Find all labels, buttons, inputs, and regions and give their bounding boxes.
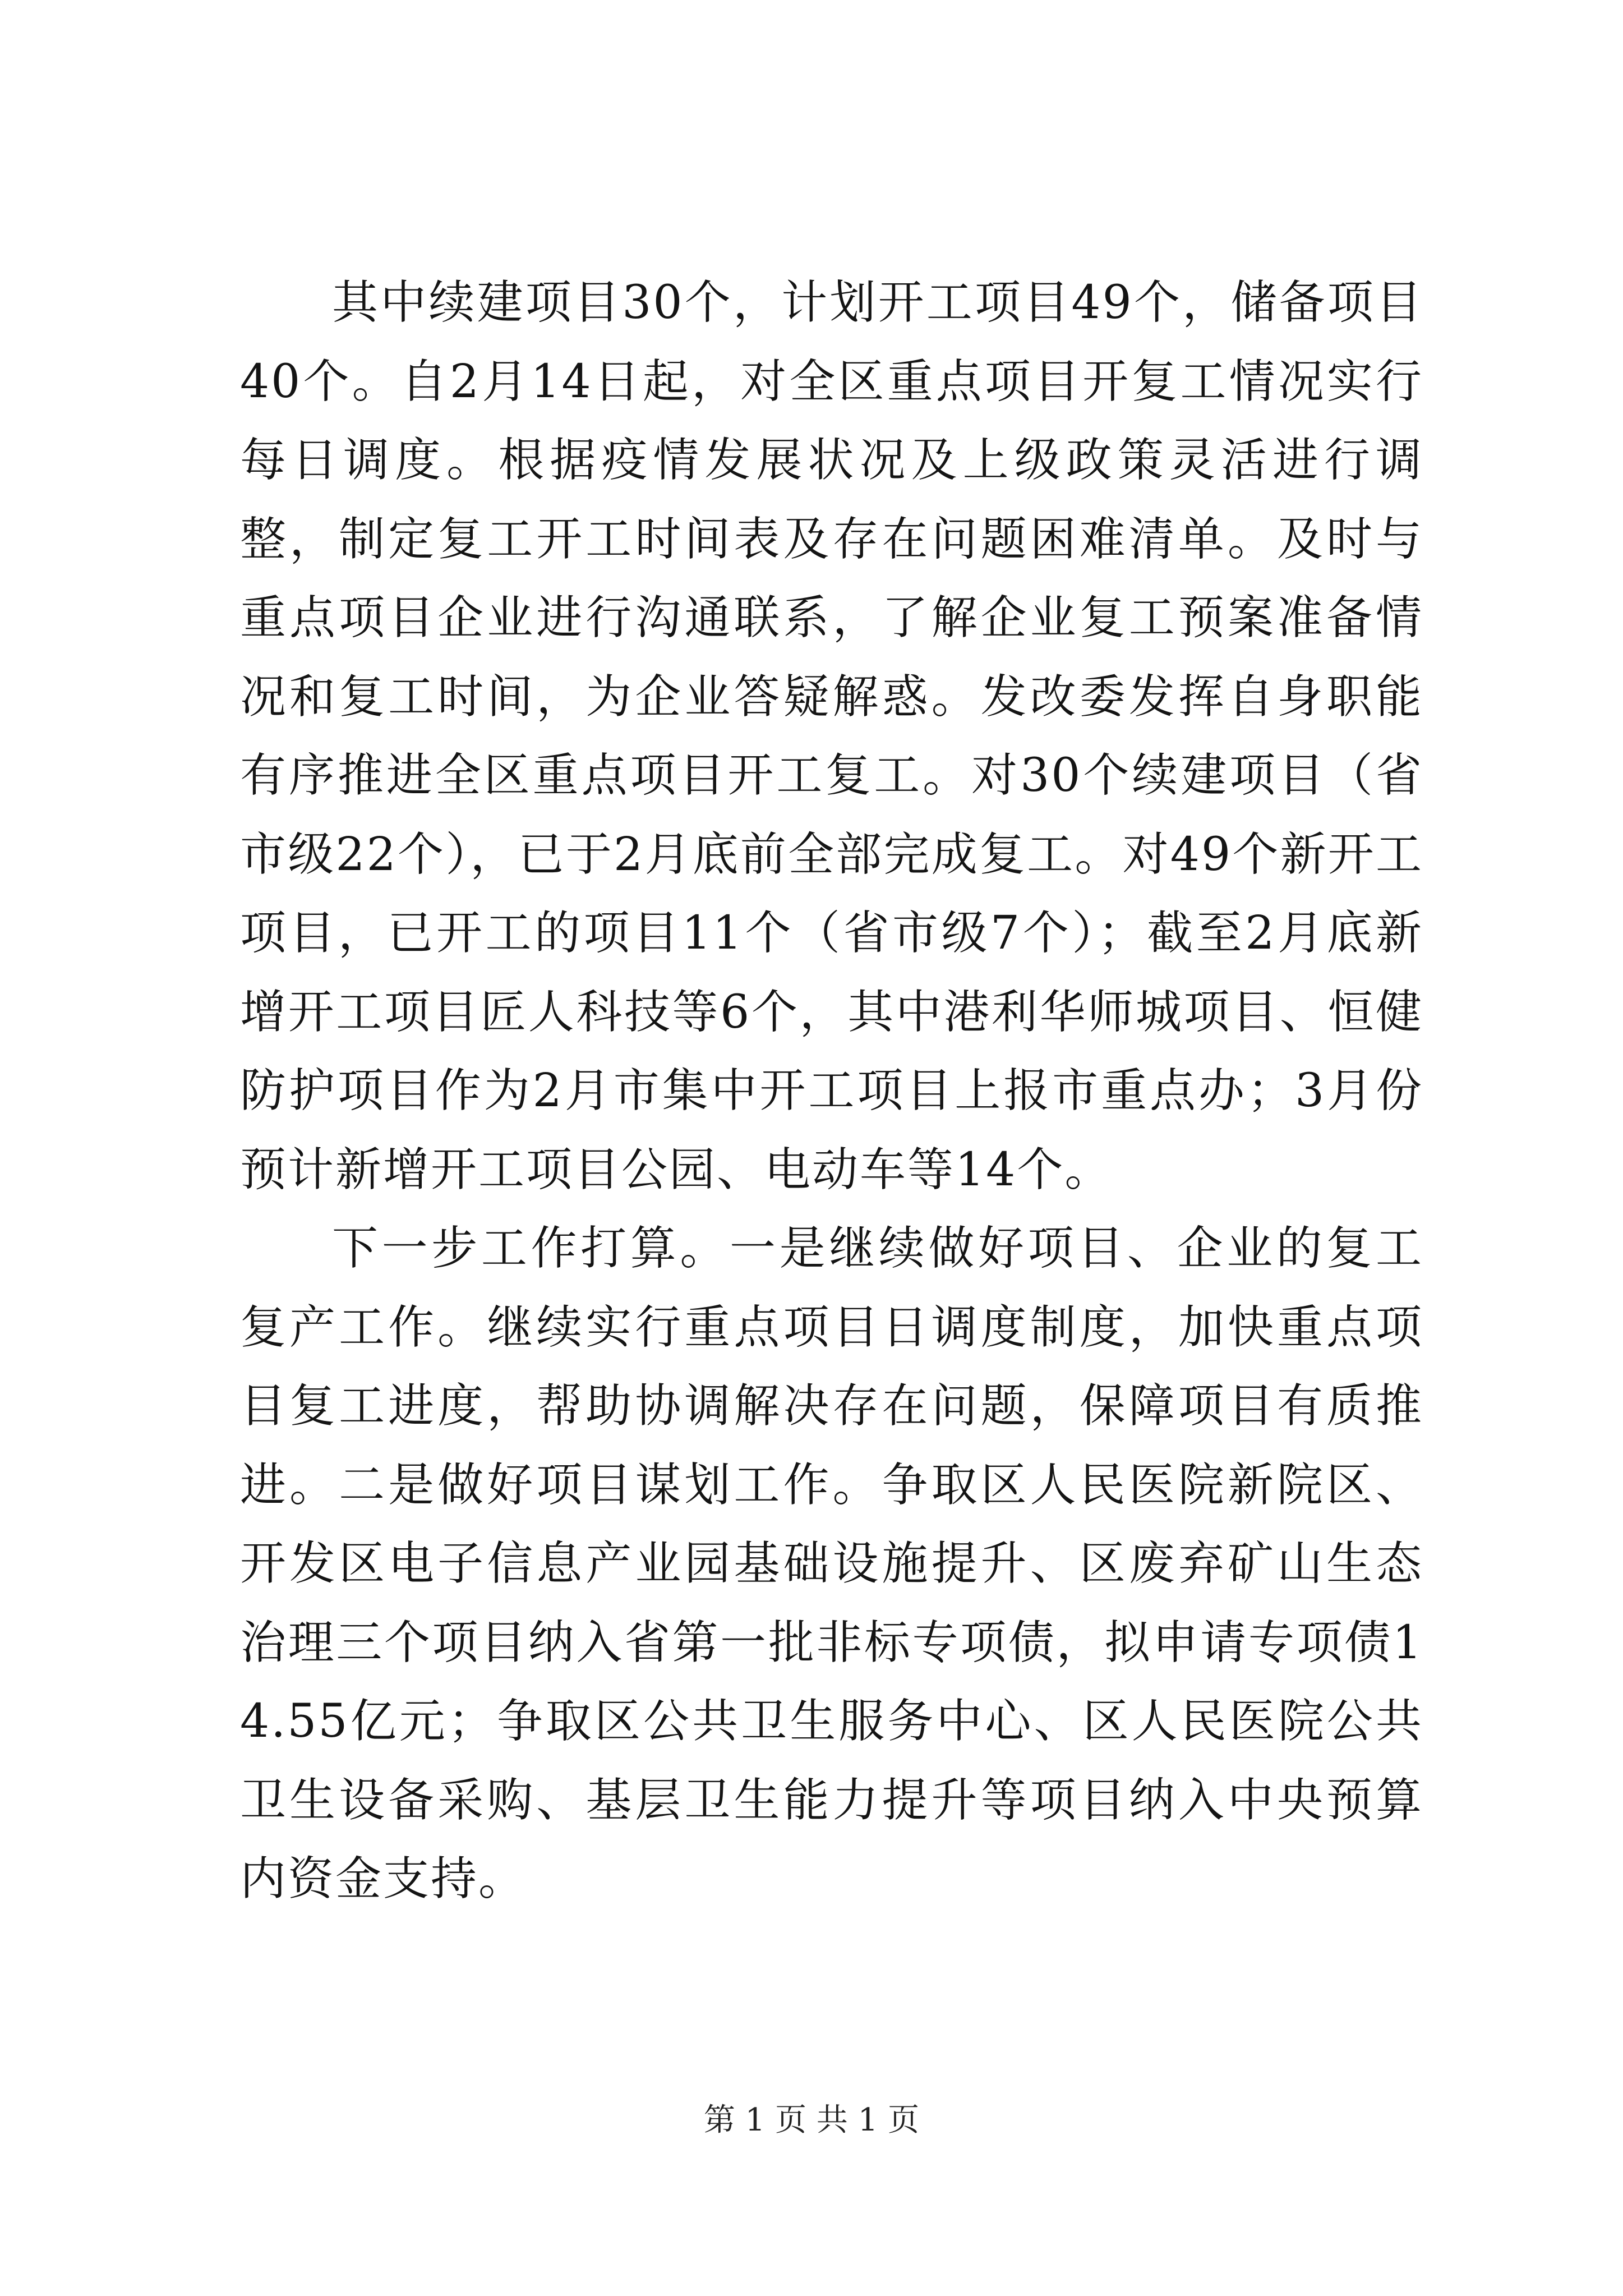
document-body: [240, 264, 1423, 1919]
paragraph-project-status: 其中续建项目30个，计划开工项目49个，储备项目40个。自2月14日起，对全区重点项目开复工情况实行每日调度。根据疫情发展状况及上级政策灵活进行调整，制定复工开工时间表及存在问题困难清单。及时与重点项目企业进行沟通联系，了解企业复工预案准备情况和复工时间，为企业答疑解惑。发改委发挥自身职能有序推进全区重点项目开工复工。对30个续建项目（省市级22个），已于2月底前全部完成复工。对49个新开工项目，已开工的项目11个（省市级7个）；截至2月底新增开工项目匠人科技等6个，其中港利华师城项目、恒健防护项目作为2月市集中开工项目上报市重点办；3月份预计新增开工项目公园、电动车等14个。: [240, 276, 1423, 1197]
page-number-footer: 第 1 页 共 1 页: [703, 2102, 920, 2138]
paragraph-next-steps: 下一步工作打算。一是继续做好项目、企业的复工复产工作。继续实行重点项目日调度制度，加快重点项目复工进度，帮助协调解决存在问题，保障项目有质推进。二是做好项目谋划工作。争取区人民医院新院区、开发区电子信息产业园基础设施提升、区废弃矿山生态治理三个项目纳入省第一批非标专项债，拟申请专项债14.55亿元；争取区公共卫生服务中心、区人民医院公共卫生设备采购、基层卫生能力提升等项目纳入中央预算内资金支持。: [240, 1222, 1423, 1906]
